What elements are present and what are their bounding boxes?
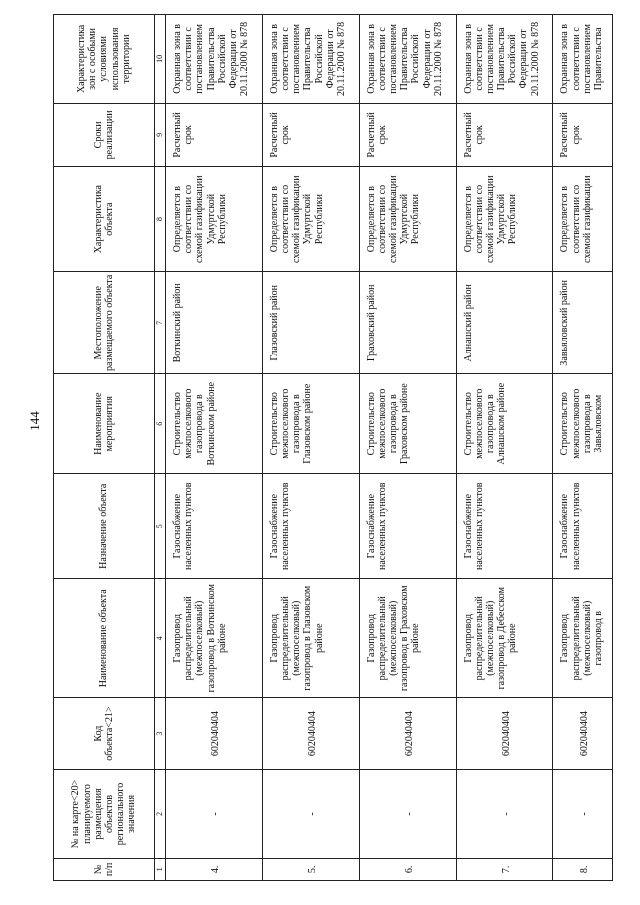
object-purpose: Газоснабжение населенных пунктов (166, 474, 263, 579)
object-code: 602040404 (553, 698, 613, 770)
header-cell: Характеристика зон с особыми условиями использования территории (54, 15, 155, 104)
measure-name: Строительство межпоселкового газопровода в Алнашском районе (456, 374, 553, 474)
table-row (166, 15, 263, 881)
measure-name: Строительство межпоселкового газопровода в Граховском районе (359, 374, 456, 474)
objects-table (53, 14, 613, 881)
rotated-table-container (53, 14, 613, 881)
object-name: Газопровод распределительный (межпоселковый) газопровод в (553, 579, 613, 698)
object-code: 602040404 (166, 698, 263, 770)
table-row (553, 15, 613, 881)
header-cell: Наименование мероприятия (54, 374, 155, 474)
column-number: 3 (155, 698, 166, 770)
object-location: Завьяловский район (553, 272, 613, 374)
object-characteristic: Определяется в соответствии со схемой газификации (553, 166, 613, 271)
implementation-term: Расчетный срок (456, 103, 553, 166)
zone-characteristic: Охранная зона в соответствии с постановлением Правительства Российской Федерации от 20.11.2000 № 878 (359, 15, 456, 104)
implementation-term: Расчетный срок (262, 103, 359, 166)
header-cell: Назначение объекта (54, 474, 155, 579)
column-number: 6 (155, 374, 166, 474)
column-number: 7 (155, 272, 166, 374)
implementation-term: Расчетный срок (359, 103, 456, 166)
row-number: 6. (359, 858, 456, 880)
object-characteristic: Определяется в соответствии со схемой газификации Удмуртской Республики (166, 166, 263, 271)
column-number: 2 (155, 770, 166, 859)
header-row (54, 15, 155, 881)
zone-characteristic: Охранная зона в соответствии с постановлением Правительства Российской Федерации от 20.11.2000 № 878 (166, 15, 263, 104)
object-location: Глазовский район (262, 272, 359, 374)
object-code: 602040404 (262, 698, 359, 770)
object-name: Газопровод распределительный (межпоселковый) газопровод в Воткинском районе (166, 579, 263, 698)
object-name: Газопровод распределительный (межпоселковый) газопровод в Глазовском районе (262, 579, 359, 698)
map-number: - (553, 770, 613, 859)
row-number: 8. (553, 858, 613, 880)
map-number: - (166, 770, 263, 859)
map-number: - (359, 770, 456, 859)
header-cell: Характеристика объекта (54, 166, 155, 271)
column-number-row (155, 15, 166, 881)
page-number: 144 (27, 411, 42, 431)
table-row (456, 15, 553, 881)
table-row (359, 15, 456, 881)
object-purpose: Газоснабжение населенных пунктов (359, 474, 456, 579)
zone-characteristic: Охранная зона в соответствии с постановлением Правительства (553, 15, 613, 104)
object-location: Граховский район (359, 272, 456, 374)
header-cell: Код объекта<21> (54, 698, 155, 770)
object-purpose: Газоснабжение населенных пунктов (262, 474, 359, 579)
zone-characteristic: Охранная зона в соответствии с постановлением Правительства Российской Федерации от 20.11.2000 № 878 (456, 15, 553, 104)
header-cell: № на карте<20> планируемого размещения объектов регионального значения (54, 770, 155, 859)
object-characteristic: Определяется в соответствии со схемой газификации Удмуртской Республики (262, 166, 359, 271)
object-code: 602040404 (456, 698, 553, 770)
row-number: 4. (166, 858, 263, 880)
row-number: 7. (456, 858, 553, 880)
map-number: - (262, 770, 359, 859)
object-characteristic: Определяется в соответствии со схемой газификации Удмуртской Республики (456, 166, 553, 271)
object-location: Алнашский район (456, 272, 553, 374)
map-number: - (456, 770, 553, 859)
implementation-term: Расчетный срок (553, 103, 613, 166)
measure-name: Строительство межпоселкового газопровода в Воткинском районе (166, 374, 263, 474)
header-cell: Наименование объекта (54, 579, 155, 698)
header-cell: № п/п (54, 858, 155, 880)
object-purpose: Газоснабжение населенных пунктов (553, 474, 613, 579)
column-number: 4 (155, 579, 166, 698)
object-purpose: Газоснабжение населенных пунктов (456, 474, 553, 579)
column-number: 8 (155, 166, 166, 271)
object-characteristic: Определяется в соответствии со схемой газификации Удмуртской Республики (359, 166, 456, 271)
zone-characteristic: Охранная зона в соответствии с постановлением Правительства Российской Федерации от 20.11.2000 № 878 (262, 15, 359, 104)
column-number: 9 (155, 103, 166, 166)
table-row (262, 15, 359, 881)
measure-name: Строительство межпоселкового газопровода в Завьяловском (553, 374, 613, 474)
object-name: Газопровод распределительный (межпоселковый) газопровод в Дебесском районе (456, 579, 553, 698)
header-cell: Сроки реализации (54, 103, 155, 166)
object-code: 602040404 (359, 698, 456, 770)
row-number: 5. (262, 858, 359, 880)
header-cell: Местоположение размещаемого объекта (54, 272, 155, 374)
column-number: 1 (155, 858, 166, 880)
object-name: Газопровод распределительный (межпоселковый) газопровод в Граховском районе (359, 579, 456, 698)
object-location: Воткинский район (166, 272, 263, 374)
measure-name: Строительство межпоселкового газопровода в Глазовском районе (262, 374, 359, 474)
implementation-term: Расчетный срок (166, 103, 263, 166)
column-number: 5 (155, 474, 166, 579)
column-number: 10 (155, 15, 166, 104)
